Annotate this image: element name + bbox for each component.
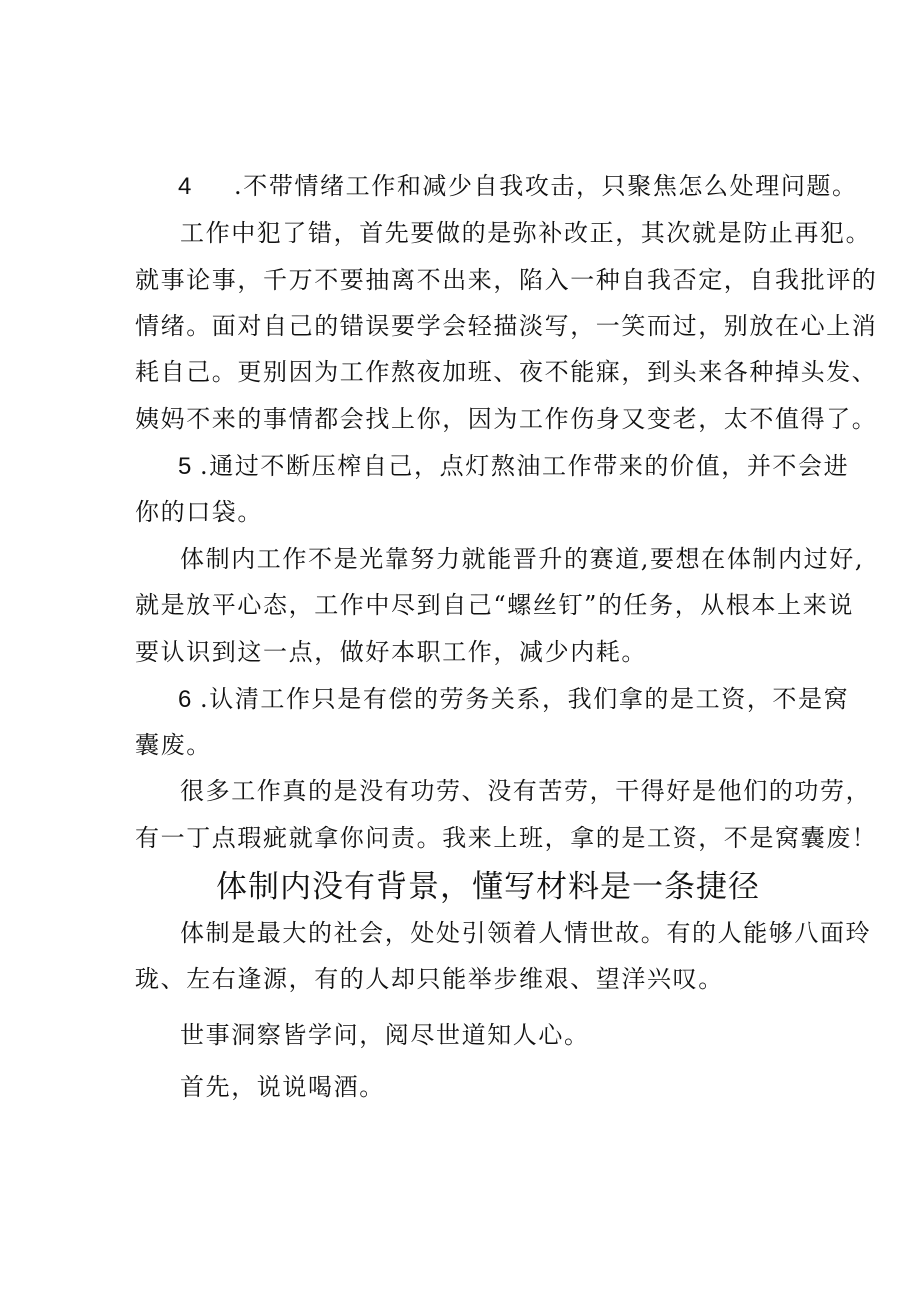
item-4-body-line: 就事论事，千万不要抽离不出来，陷入一种自我否定，自我批评的 [135, 266, 878, 294]
section-body-line: 珑、左右逢源，有的人却只能举步维艰、望洋兴叹。 [135, 965, 724, 993]
item-6-title-text: .认清工作只是有偿的劳务关系，我们拿的是工资，不是窝 [200, 685, 850, 713]
item-5-body-line: 要认识到这一点，做好本职工作，减少内耗。 [135, 638, 647, 666]
item-4-title [178, 171, 858, 202]
item-5-number: 5 [178, 453, 193, 480]
item-5-title-continued: 你的口袋。 [135, 498, 263, 526]
item-6-body-line: 有一丁点瑕疵就拿你问责。我来上班，拿的是工资，不是窝囊废！ [135, 824, 878, 852]
item-4-number: 4 [178, 173, 193, 200]
section-body-line: 世事洞察皆学问，阅尽世道知人心。 [180, 1021, 590, 1049]
item-4-title-text: .不带情绪工作和减少自我攻击，只聚焦怎么处理问题。 [234, 172, 858, 200]
item-4-body-line: 姨妈不来的事情都会找上你，因为工作伤身又变老，太不值得了。 [135, 405, 878, 433]
item-4-body-line: 情绪。面对自己的错误要学会轻描淡写，一笑而过，别放在心上消 [135, 312, 878, 340]
item-5-title-text: .通过不断压榨自己，点灯熬油工作带来的价值，并不会进 [200, 452, 850, 480]
section-heading: 体制内没有背景，懂写材料是一条捷径 [216, 869, 760, 905]
section-body-line: 体制是最大的社会，处处引领着人情世故。有的人能够八面玲 [180, 919, 872, 947]
section-body-line: 首先，说说喝酒。 [180, 1073, 385, 1101]
item-5-body-line: 体制内工作不是光靠努力就能晋升的赛道,要想在体制内过好, [180, 545, 865, 573]
item-4-body-line: 耗自己。更别因为工作熬夜加班、夜不能寐，到头来各种掉头发、 [135, 358, 878, 386]
item-5-body-line: 就是放平心态，工作中尽到自己“螺丝钉”的任务，从根本上来说 [135, 591, 854, 619]
item-4-body-line: 工作中犯了错，首先要做的是弥补改正，其次就是防止再犯。 [180, 219, 872, 247]
item-6-body-line: 很多工作真的是没有功劳、没有苦劳，干得好是他们的功劳， [180, 777, 872, 805]
item-5-title [178, 451, 849, 482]
item-6-title-continued: 囊废。 [135, 731, 212, 759]
item-6-title [178, 684, 849, 715]
item-6-number: 6 [178, 686, 193, 713]
